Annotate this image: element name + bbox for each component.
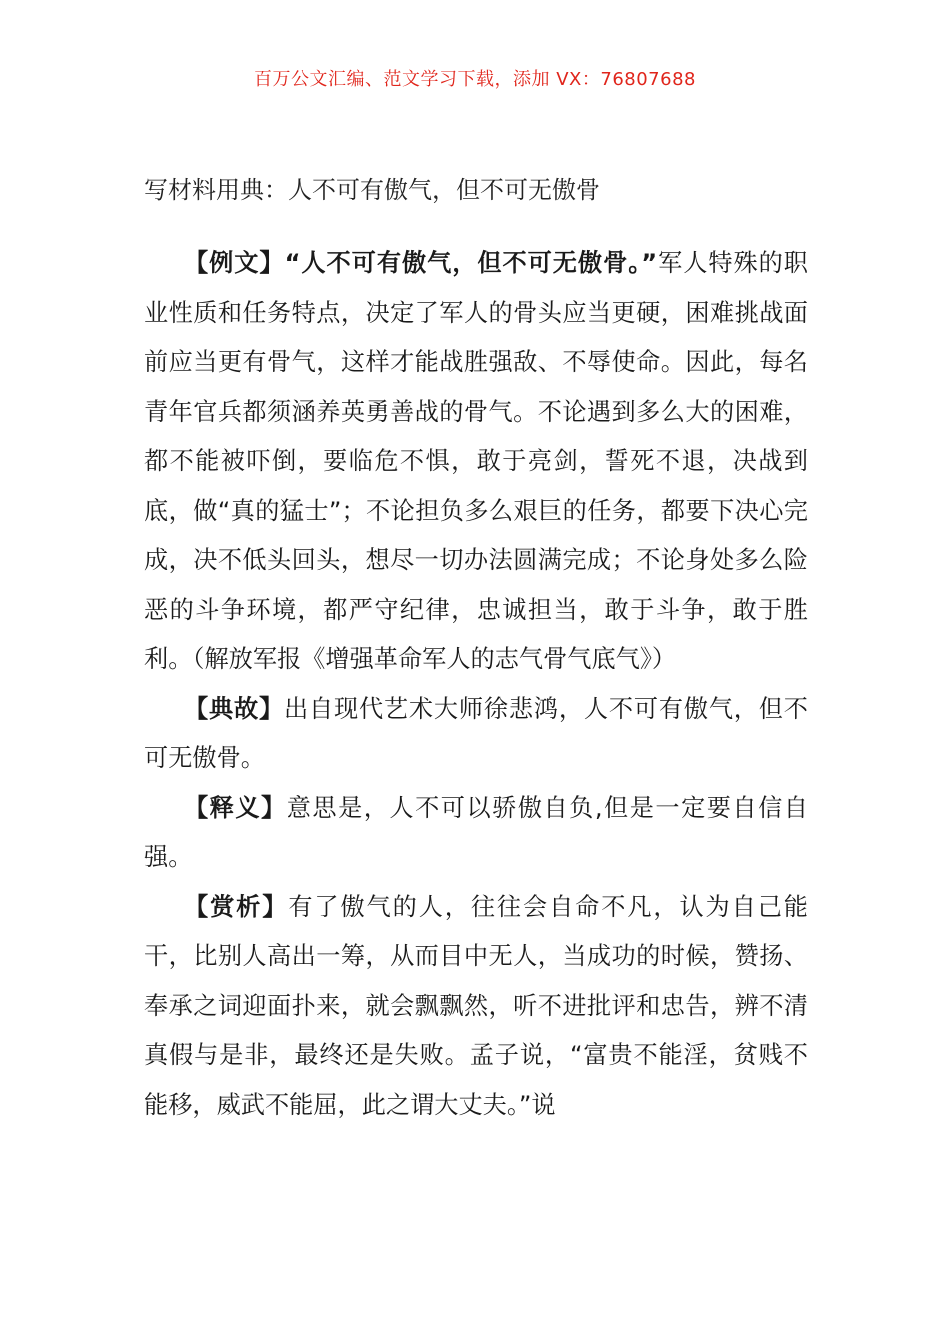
document-title: 写材料用典：人不可有傲气，但不可无傲骨: [144, 176, 600, 204]
allusion-text: 出自现代艺术大师徐悲鸿，人不可有傲气，但不可无傲骨。: [144, 694, 808, 772]
document-body: [144, 239, 808, 1130]
meaning-text: 意思是，人不可以骄傲自负,但是一定要自信自强。: [144, 793, 808, 871]
appreciation-text: 有了傲气的人，往往会自命不凡，认为自己能干，比别人高出一筹，从而目中无人，当成功的时候，赞扬、奉承之词迎面扑来，就会飘飘然，听不进批评和忠告，辨不清真假与是非，最终还是失败。孟子说，“富贵不能淫，贫贱不能移，威武不能屈，此之谓大丈夫。”说: [144, 892, 808, 1119]
paragraph-example: [144, 239, 808, 685]
paragraph-allusion: [144, 685, 808, 784]
appreciation-tag: 【赏析】: [184, 892, 289, 921]
example-quote: “人不可有傲气，但不可无傲骨。”: [284, 249, 658, 277]
paragraph-meaning: [144, 784, 808, 883]
header-banner: 百万公文汇编、范文学习下载，添加 VX：76807688: [254, 69, 696, 90]
meaning-tag: 【释义】: [184, 793, 287, 822]
allusion-tag: 【典故】: [184, 694, 284, 723]
paragraph-appreciation: [144, 883, 808, 1131]
example-text: 军人特殊的职业性质和任务特点，决定了军人的骨头应当更硬，困难挑战面前应当更有骨气，这样才能战胜强敌、不辱使命。因此，每名青年官兵都须涵养英勇善战的骨气。不论遇到多么大的困难，都不能被吓倒，要临危不惧，敢于亮剑，誓死不退，决战到底，做“真的猛士”；不论担负多么艰巨的任务，都要下决心完成，决不低头回头，想尽一切办法圆满完成；不论身处多么险恶的斗争环境，都严守纪律，忠诚担当，敢于斗争，敢于胜利。（解放军报《增强革命军人的志气骨气底气》）: [144, 249, 808, 673]
example-tag: 【例文】: [184, 249, 285, 277]
